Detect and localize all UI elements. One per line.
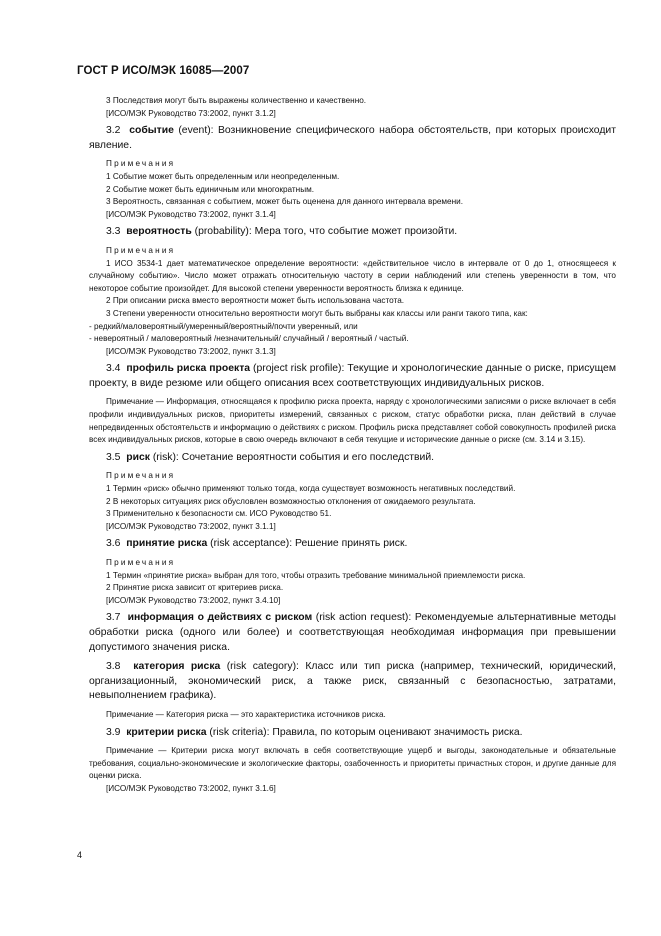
definition-text: (project risk profile): Текущие и хронологические данные о риске, присущем проекту, в виде резюме или общего описания всех соответствующих индивидуальных рисков. — [89, 363, 616, 389]
reference: [ИСО/МЭК Руководство 73:2002, пункт 3.1.6] — [106, 783, 276, 793]
note-item: 1 Событие может быть определенным или неопределенным. — [106, 171, 340, 181]
definition-text: (probability): Мера того, что событие может произойти. — [191, 226, 458, 238]
dash-item: - невероятный / маловероятный /незначительный/ случайный / вероятный / частый. — [89, 334, 409, 344]
definition-text: (risk criteria): Правила, по которым оценивают значимость риска. — [206, 726, 523, 738]
definition-3-9 — [89, 726, 616, 741]
reference: [ИСО/МЭК Руководство 73:2002, пункт 3.1.2] — [106, 108, 276, 118]
reference: [ИСО/МЭК Руководство 73:2002, пункт 3.1.3] — [106, 346, 276, 356]
definition-3-5 — [89, 451, 616, 466]
notes-heading: Примечания — [106, 159, 176, 169]
definition-3-7 — [89, 611, 616, 655]
document-body — [89, 95, 616, 796]
reference: [ИСО/МЭК Руководство 73:2002, пункт 3.4.10] — [106, 595, 281, 605]
note-item: 1 Термин «риск» обычно применяют только тогда, когда существует возможность негативных последствий. — [106, 484, 516, 494]
note-item: 1 Термин «принятие риска» выбран для того, чтобы отразить требование минимальной приемлемости риска. — [106, 570, 526, 580]
definition-text: (risk acceptance): Решение принять риск. — [207, 538, 408, 550]
page-number: 4 — [77, 850, 83, 860]
reference: [ИСО/МЭК Руководство 73:2002, пункт 3.1.1] — [106, 521, 276, 531]
document-header: ГОСТ Р ИСО/МЭК 16085—2007 — [77, 65, 250, 77]
term: событие — [129, 125, 174, 137]
term: категория риска — [133, 661, 221, 673]
note-item: 2 Принятие риска зависит от критериев риска. — [106, 583, 284, 593]
term: вероятность — [126, 226, 192, 238]
clause-number: 3.7 — [106, 612, 121, 624]
term: принятие риска — [126, 538, 208, 550]
definition-3-6 — [89, 537, 616, 552]
clause-number: 3.9 — [106, 726, 121, 738]
note-paragraph: Примечание — Информация, относящаяся к профилю риска проекта, наряду с хронологическими записями о риске включает в себя профили индивидуальных рисков, приоритеты измерений, связанных с риском, статус обработки риска, план действий в случае непредвиденных обстоятельств и информацию о действиях с риском. Профиль риска представляет собой совокупность профилей риска всех индивидуальных рисков, которые в свою очередь включают в себя текущие и исторические данные о риске (см. 3.14 и 3.15). — [89, 397, 616, 445]
note-paragraph: Примечание — Категория риска — это характеристика источников риска. — [106, 709, 386, 719]
clause-number: 3.3 — [106, 226, 121, 238]
note-item: 2 Событие может быть единичным или многократным. — [106, 184, 314, 194]
note-item: 2 В некоторых ситуациях риск обусловлен возможностью отклонения от ожидаемого результата. — [106, 496, 476, 506]
clause-number: 3.5 — [106, 451, 121, 463]
notes-heading: Примечания — [106, 471, 176, 481]
definition-3-3 — [89, 225, 616, 240]
term: профиль риска проекта — [126, 363, 251, 375]
dash-item: - редкий/маловероятный/умеренный/вероятный/почти уверенный, или — [89, 321, 358, 331]
term: риск — [126, 451, 150, 463]
note-item: 3 Вероятность, связанная с событием, может быть оценена для данного интервала времени. — [106, 197, 463, 207]
definition-text: (risk): Сочетание вероятности события и его последствий. — [149, 451, 435, 463]
clause-number: 3.8 — [106, 661, 121, 673]
definition-3-4 — [89, 362, 616, 391]
clause-number: 3.6 — [106, 538, 121, 550]
note-item: 3 Последствия могут быть выражены количественно и качественно. — [106, 96, 367, 105]
definition-3-2 — [89, 124, 616, 153]
notes-heading: Примечания — [106, 558, 176, 567]
term: информация о действиях с риском — [127, 612, 313, 624]
note-item: 1 ИСО 3534-1 дает математическое определение вероятности: «действительное число в интервале от 0 до 1, относящееся к случайному событию». Число может отражать относительную частоту в серии наблюдений или степень уверенности в том, что некоторое событие произойдет. Для высокой степени уверенности вероятность близка к единице. — [89, 258, 616, 293]
definition-3-8 — [89, 660, 616, 704]
reference: [ИСО/МЭК Руководство 73:2002, пункт 3.1.4] — [106, 209, 276, 219]
definition-text: (risk category): Класс или тип риска (например, технический, юридический, организационный, экономический риск, а также риск, связанный с безопасностью, затратами, невыполнением графика). — [89, 661, 616, 702]
definition-text: (risk action request): Рекомендуемые альтернативные методы обработки риска (одного или более) и соответствующая необходимая информация при превышении допустимого значения риска. — [89, 612, 617, 653]
clause-number: 3.4 — [106, 363, 121, 375]
note-item: 3 Степени уверенности относительно вероятности могут быть выбраны как классы или ранги такого типа, как: — [106, 308, 528, 318]
note-item: 3 Применительно к безопасности см. ИСО Руководство 51. — [106, 509, 332, 519]
notes-heading: Примечания — [106, 245, 176, 255]
clause-number: 3.2 — [106, 125, 121, 137]
definition-text: (event): Возникновение специфического набора обстоятельств, при которых происходит явление. — [89, 125, 616, 151]
note-paragraph: Примечание — Критерии риска могут включать в себя соответствующие ущерб и выгоды, законодательные и обязательные требования, социально-экономические и экологические факторы, озабоченность и приоритеты причастных сторон, и другие данные для оценки риска. — [89, 746, 616, 781]
term: критерии риска — [126, 726, 207, 738]
note-item: 2 При описании риска вместо вероятности может быть использована частота. — [106, 296, 405, 306]
